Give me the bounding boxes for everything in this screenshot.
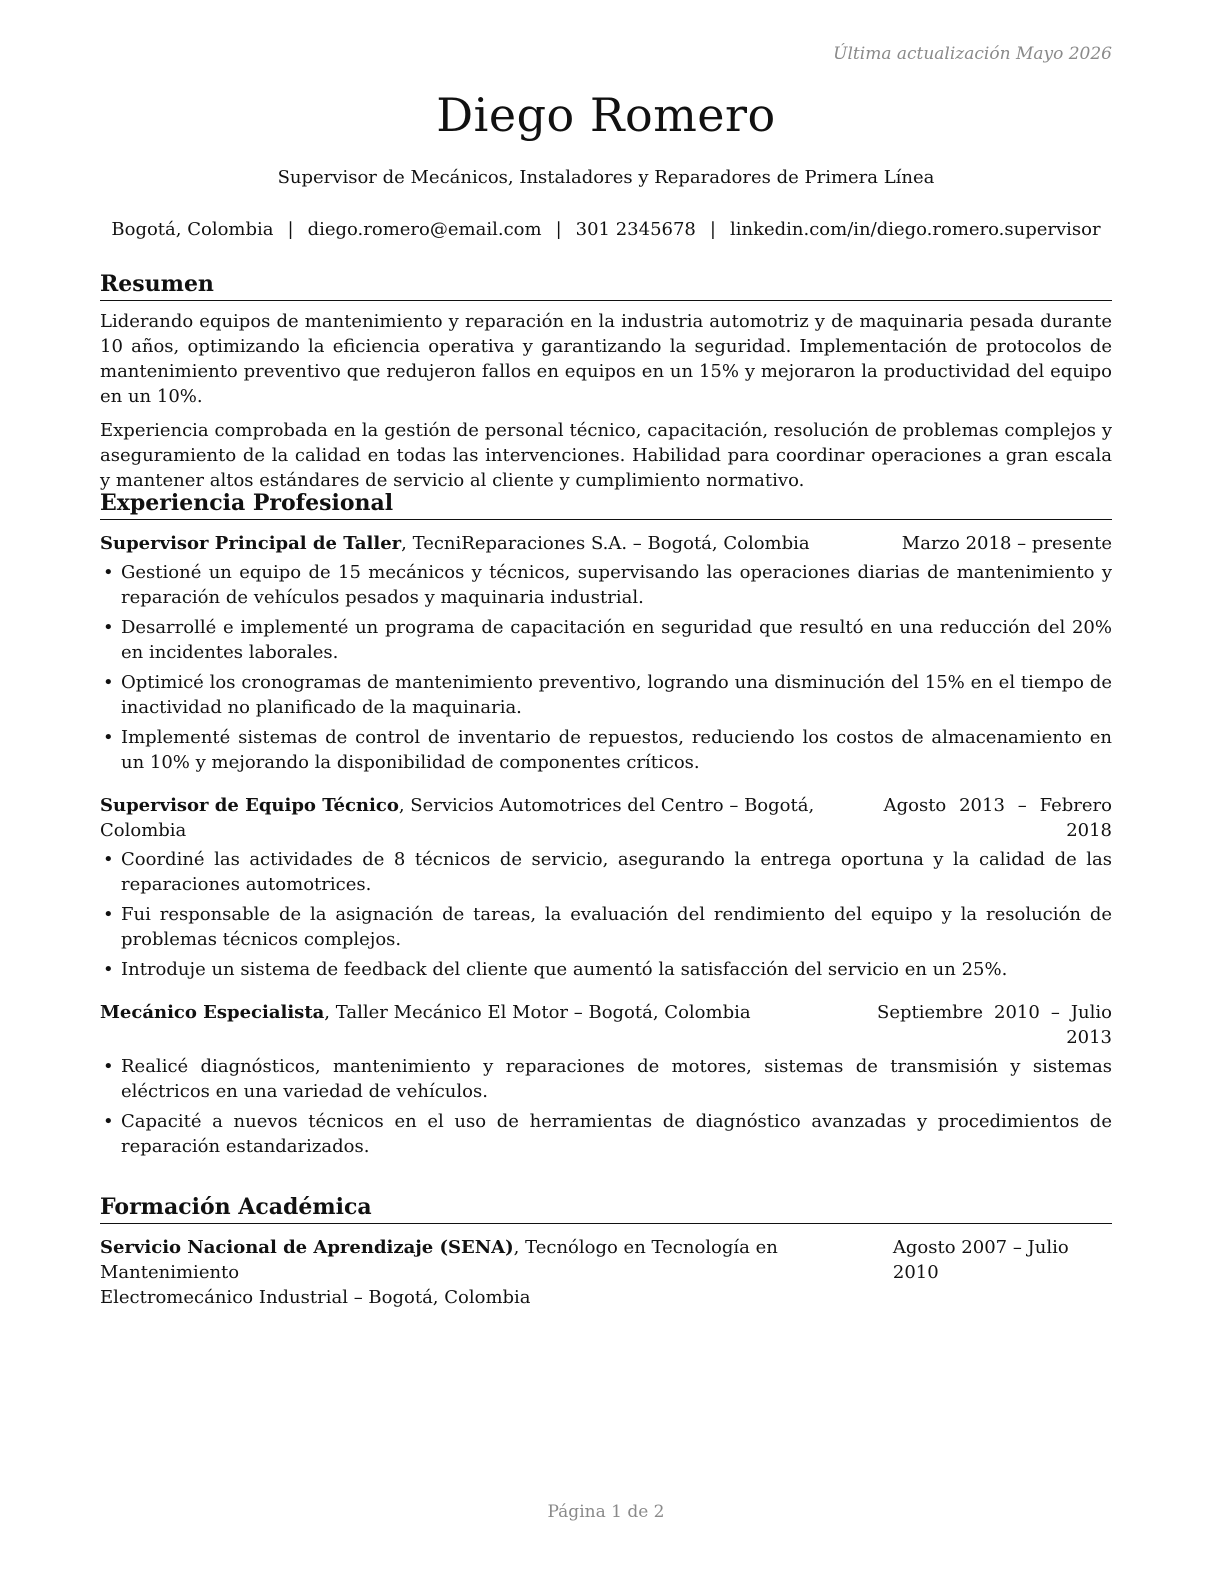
job-bullet: • Implementé sistemas de control de inventario de repuestos, reduciendo los costos de almacenamiento en un 10% y mejorando la disponibilidad de componentes críticos. bbox=[100, 725, 1112, 775]
contact-separator: | bbox=[555, 219, 562, 240]
experience-heading: Experiencia Profesional bbox=[100, 489, 1112, 520]
job-bullet: • Capacité a nuevos técnicos en el uso de herramientas de diagnóstico avanzadas y procedimientos de reparación estandarizados. bbox=[100, 1109, 1112, 1159]
job-bullets bbox=[100, 1054, 1112, 1159]
contact-email[interactable]: diego.romero@email.com bbox=[307, 219, 542, 240]
contact-separator: | bbox=[287, 219, 294, 240]
job-bullet: • Optimicé los cronogramas de mantenimiento preventivo, logrando una disminución del 15% en el tiempo de inactividad no planificado de la maquinaria. bbox=[100, 670, 1112, 720]
education-institution: Servicio Nacional de Aprendizaje (SENA) bbox=[100, 1237, 514, 1258]
job-bullet: • Coordiné las actividades de 8 técnicos de servicio, asegurando la entrega oportuna y la calidad de las reparaciones automotrices. bbox=[100, 847, 1112, 897]
contact-phone[interactable]: 301 2345678 bbox=[575, 219, 696, 240]
summary-section bbox=[100, 270, 1112, 493]
education-dates: Agosto 2007 – Julio 2010 bbox=[892, 1237, 1069, 1283]
job-dates: Agosto 2013 – Febrero 2018 bbox=[883, 795, 1112, 841]
job-title-line bbox=[100, 793, 884, 843]
summary-heading: Resumen bbox=[100, 270, 1112, 301]
job-dates: Septiembre 2010 – Julio 2013 bbox=[877, 1002, 1112, 1048]
summary-paragraph: Liderando equipos de mantenimiento y reparación en la industria automotriz y de maquinaria pesada durante 10 años, optimizando la eficiencia operativa y garantizando la seguridad. Implementación de protocolos de mantenimiento preventivo que redujeron fallos en equipos en un 15% y mejoraron la productividad del equipo en un 10%. bbox=[100, 311, 1112, 407]
job-bullets bbox=[100, 847, 1112, 982]
contact-line bbox=[100, 219, 1112, 240]
job-org: , Taller Mecánico El Motor – Bogotá, Colombia bbox=[324, 1002, 751, 1023]
job-header bbox=[100, 531, 1112, 556]
job-title-line bbox=[100, 531, 902, 556]
education-section bbox=[100, 1193, 1112, 1310]
job-bullets bbox=[100, 560, 1112, 775]
job-header bbox=[100, 793, 1112, 843]
education-heading: Formación Académica bbox=[100, 1193, 1112, 1224]
education-degree-continued: Electromecánico Industrial – Bogotá, Colombia bbox=[100, 1287, 531, 1308]
education-title-line bbox=[100, 1235, 893, 1285]
job-bullet: • Desarrollé e implementé un programa de capacitación en seguridad que resultó en una reducción del 20% en incidentes laborales. bbox=[100, 615, 1112, 665]
job-bullet: • Fui responsable de la asignación de tareas, la evaluación del rendimiento del equipo y la resolución de problemas técnicos complejos. bbox=[100, 902, 1112, 952]
job-entry bbox=[100, 793, 1112, 982]
resume-page bbox=[100, 0, 1112, 1584]
education-degree: , Tecnólogo en Tecnología en Mantenimiento bbox=[100, 1237, 778, 1283]
job-entry bbox=[100, 531, 1112, 775]
contact-location: Bogotá, Colombia bbox=[111, 219, 274, 240]
candidate-title: Supervisor de Mecánicos, Instaladores y Reparadores de Primera Línea bbox=[277, 167, 935, 188]
job-entry bbox=[100, 1000, 1112, 1159]
job-role: Supervisor de Equipo Técnico bbox=[100, 795, 399, 816]
summary-paragraph: Experiencia comprobada en la gestión de personal técnico, capacitación, resolución de problemas complejos y aseguramiento de la calidad en todas las intervenciones. Habilidad para coordinar operaciones a gran escala y mantener altos estándares de servicio al cliente y cumplimiento normativo. bbox=[100, 420, 1112, 491]
candidate-name: Diego Romero bbox=[436, 88, 776, 142]
job-bullet: • Introduje un sistema de feedback del cliente que aumentó la satisfacción del servicio en un 25%. bbox=[100, 957, 1112, 982]
job-org: , TecniReparaciones S.A. – Bogotá, Colombia bbox=[401, 533, 810, 554]
job-title-line bbox=[100, 1000, 877, 1025]
job-header bbox=[100, 1000, 1112, 1050]
contact-linkedin[interactable]: linkedin.com/in/diego.romero.supervisor bbox=[729, 219, 1101, 240]
education-header bbox=[100, 1235, 1112, 1285]
job-dates: Marzo 2018 – presente bbox=[901, 533, 1112, 554]
experience-section bbox=[100, 489, 1112, 1164]
job-role: Mecánico Especialista bbox=[100, 1002, 325, 1023]
page-number: Página 1 de 2 bbox=[547, 1502, 665, 1522]
job-org: , Servicios Automotrices del Centro – Bogotá, Colombia bbox=[100, 795, 815, 841]
last-updated: Última actualización Mayo 2026 bbox=[833, 44, 1112, 64]
job-bullet: • Gestioné un equipo de 15 mecánicos y técnicos, supervisando las operaciones diarias de mantenimiento y reparación de vehículos pesados y maquinaria industrial. bbox=[100, 560, 1112, 610]
education-entry bbox=[100, 1235, 1112, 1310]
job-role: Supervisor Principal de Taller bbox=[100, 533, 402, 554]
contact-separator: | bbox=[709, 219, 716, 240]
job-bullet: • Realicé diagnósticos, mantenimiento y reparaciones de motores, sistemas de transmisión y sistemas eléctricos en una variedad de vehículos. bbox=[100, 1054, 1112, 1104]
